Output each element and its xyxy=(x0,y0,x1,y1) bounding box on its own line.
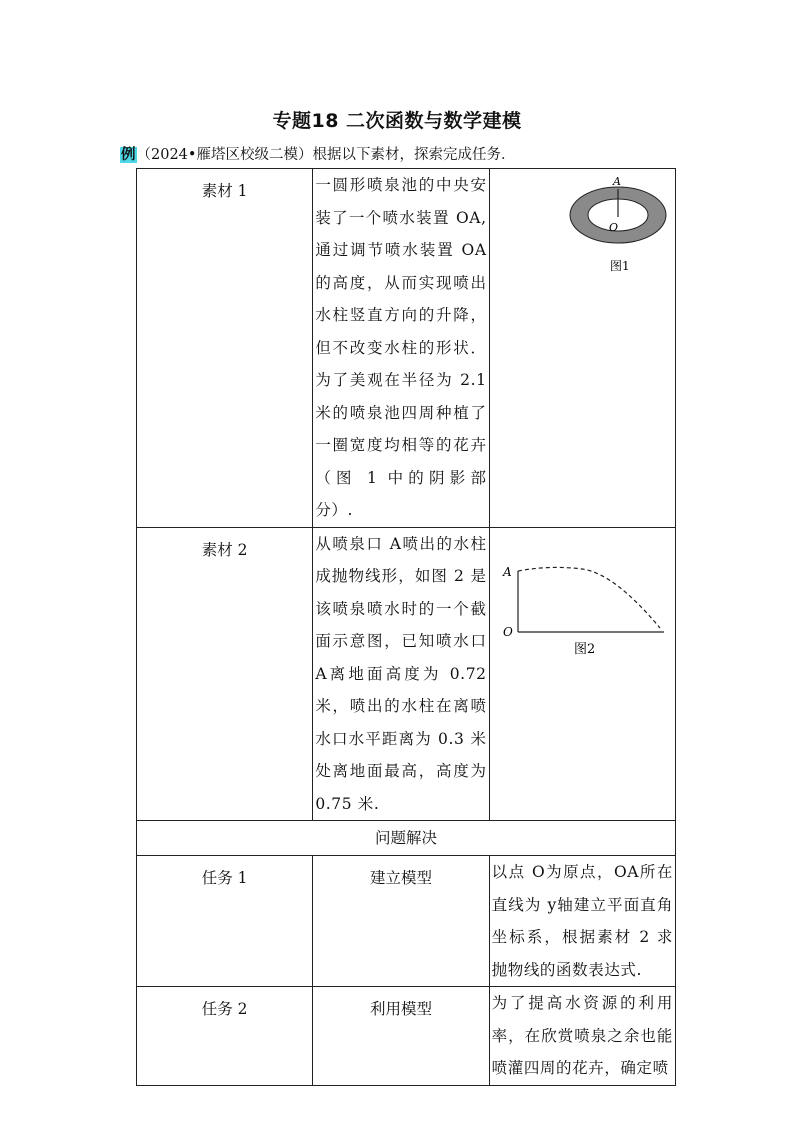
example-tag: 例 xyxy=(121,147,136,163)
task2-row xyxy=(137,987,676,1086)
task1-name: 建立模型 xyxy=(313,856,489,987)
figure2-point-o: O xyxy=(502,624,513,639)
figure2-caption: 图2 xyxy=(573,641,595,657)
material2-row xyxy=(137,527,676,821)
page-title: 专题18 二次函数与数学建模 xyxy=(272,110,522,132)
figure1-cell xyxy=(489,169,675,528)
example-intro xyxy=(120,143,515,164)
figure2-cell xyxy=(489,527,675,821)
figure1-point-o: O xyxy=(608,221,618,234)
section-row xyxy=(137,821,676,856)
problem-table xyxy=(136,168,676,1086)
material2-text: 从喷泉口 A喷出的水柱成抛物线形，如图 2 是该喷泉喷水时的一个截面示意图，已知喷水口 A离地面高度为 0.72 米，喷出的水柱在离喷水口水平距离为 0.3 米处离地面最高，高度为 0.75 米. xyxy=(313,527,489,821)
material1-row xyxy=(137,169,676,528)
figure1-point-a: A xyxy=(612,175,621,188)
example-source-text: （2024•雁塔区校级二模）根据以下素材，探索完成任务． xyxy=(136,147,516,163)
task2-label: 任务 2 xyxy=(137,987,313,1086)
task2-name: 利用模型 xyxy=(313,987,489,1086)
material1-label: 素材 1 xyxy=(137,169,313,528)
task1-label: 任务 1 xyxy=(137,856,313,987)
figure1-diagram xyxy=(490,169,676,279)
material2-label: 素材 2 xyxy=(137,527,313,821)
figure2-diagram xyxy=(490,528,676,658)
section-heading: 问题解决 xyxy=(137,821,676,856)
task2-text: 为了提高水资源的利用率，在欣赏喷泉之余也能喷灌四周的花卉，确定喷 xyxy=(489,987,675,1086)
material1-text: 一圆形喷泉池的中央安装了一个喷水装置 OA,通过调节喷水装置 OA的高度，从而实现喷出水柱竖直方向的升降，但不改变水柱的形状．为了美观在半径为 2.1 米的喷泉池四周种植了一圈宽度均相等的花卉（图 1 中的阴影部分）. xyxy=(313,169,489,528)
task1-text: 以点 O为原点，OA所在直线为 y轴建立平面直角坐标系，根据素材 2 求抛物线的函数表达式. xyxy=(489,856,675,987)
figure1-caption: 图1 xyxy=(609,259,630,273)
figure2-point-a: A xyxy=(502,564,512,579)
task1-row xyxy=(137,856,676,987)
